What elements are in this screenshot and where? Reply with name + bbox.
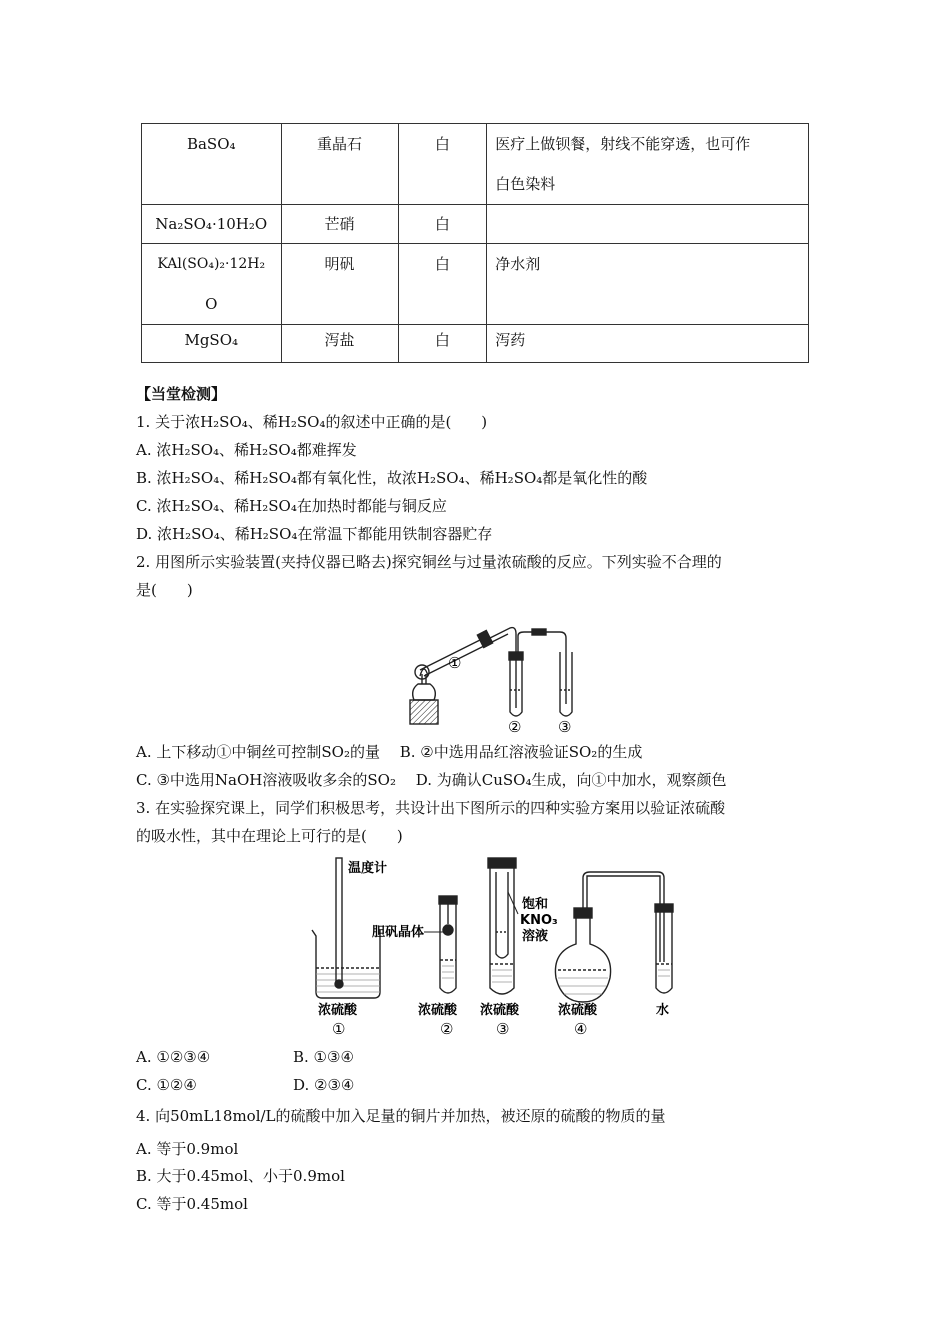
water-label: 水 [656, 1003, 670, 1018]
use-cell-line2: 白色染料 [495, 175, 556, 193]
formula-cell-line2: O [205, 295, 218, 313]
formula-cell-line1: KAl(SO₄)₂·12H₂ [157, 256, 266, 272]
fig-num-2: ② [440, 1020, 454, 1038]
acid-label-1: 浓硫酸 [318, 1003, 358, 1018]
fig-num-3: ③ [496, 1020, 510, 1038]
use-cell-line1: 医疗上做钡餐，射线不能穿透，也可作 [495, 135, 751, 153]
q4-stem: 4. 向50mL18mol/L的硫酸中加入足量的铜片并加热，被还原的硫酸的物质的量 [136, 1107, 666, 1125]
sulfate-table [141, 123, 809, 363]
q1-option-c: C. 浓H₂SO₄、稀H₂SO₄在加热时都能与铜反应 [136, 497, 447, 515]
table-row [142, 124, 809, 205]
q3-experiment-figure [300, 852, 700, 1042]
color-cell: 白 [434, 215, 450, 233]
q3-option-a: A. ①②③④ [136, 1048, 211, 1066]
q2-stem-line2: 是( ) [136, 581, 193, 599]
q3-option-c: C. ①②④ [136, 1076, 197, 1094]
crystal-label: 胆矾晶体 [372, 925, 425, 940]
table-row [142, 244, 809, 325]
name-cell: 重晶石 [317, 135, 363, 153]
table-row [142, 325, 809, 363]
acid-label-3: 浓硫酸 [480, 1003, 520, 1018]
q2-options-ab: A. 上下移动①中铜丝可控制SO₂的量 B. ②中选用品红溶液验证SO₂的生成 [136, 743, 643, 761]
saturated-label-3: 溶液 [522, 929, 549, 944]
q3-option-b: B. ①③④ [293, 1048, 354, 1066]
q3-stem-line2: 的吸水性，其中在理论上可行的是( ) [136, 827, 403, 845]
formula-cell: MgSO₄ [184, 331, 239, 349]
q2-options-cd: C. ③中选用NaOH溶液吸收多余的SO₂ D. 为确认CuSO₄生成，向①中加水，观察颜色 [136, 771, 727, 789]
formula-cell: Na₂SO₄·10H₂O [155, 215, 268, 233]
formula-cell: BaSO₄ [186, 135, 236, 153]
name-cell: 明矾 [324, 255, 355, 273]
use-cell-line1: 泻药 [495, 331, 526, 349]
fig-label-3: ③ [558, 718, 572, 736]
color-cell: 白 [434, 255, 450, 273]
q4-option-c: C. 等于0.45mol [136, 1195, 248, 1213]
q1-option-d: D. 浓H₂SO₄、稀H₂SO₄在常温下都能用铁制容器贮存 [136, 525, 493, 543]
thermometer-label: 温度计 [348, 861, 388, 876]
q3-stem-line1: 3. 在实验探究课上，同学们积极思考，共设计出下图所示的四种实验方案用以验证浓硫酸 [136, 799, 726, 817]
q4-option-b: B. 大于0.45mol、小于0.9mol [136, 1167, 345, 1185]
q1-option-b: B. 浓H₂SO₄、稀H₂SO₄都有氧化性，故浓H₂SO₄、稀H₂SO₄都是氧化性的酸 [136, 469, 648, 487]
acid-label-4: 浓硫酸 [558, 1003, 598, 1018]
saturated-label-1: 饱和 [522, 897, 549, 912]
q4-option-a: A. 等于0.9mol [136, 1140, 239, 1158]
fig-num-1: ① [332, 1020, 346, 1038]
saturated-label-2: KNO₃ [520, 913, 558, 928]
color-cell: 白 [434, 135, 450, 153]
fig-label-2: ② [508, 718, 522, 736]
q1-option-a: A. 浓H₂SO₄、稀H₂SO₄都难挥发 [136, 441, 357, 459]
name-cell: 泻盐 [324, 331, 355, 349]
use-cell-line1: 净水剂 [495, 255, 541, 273]
acid-label-2: 浓硫酸 [418, 1003, 458, 1018]
q2-apparatus-figure [400, 612, 600, 736]
fig-num-4: ④ [574, 1020, 588, 1038]
color-cell: 白 [434, 331, 450, 349]
table-row [142, 205, 809, 244]
section-title: 【当堂检测】 [136, 385, 227, 403]
q3-option-d: D. ②③④ [293, 1076, 355, 1094]
name-cell: 芒硝 [324, 215, 355, 233]
q2-stem-line1: 2. 用图所示实验装置(夹持仪器已略去)探究铜丝与过量浓硫酸的反应。下列实验不合理的 [136, 553, 722, 571]
q1-stem: 1. 关于浓H₂SO₄、稀H₂SO₄的叙述中正确的是( ) [136, 413, 488, 431]
fig-label-1: ① [448, 654, 462, 672]
